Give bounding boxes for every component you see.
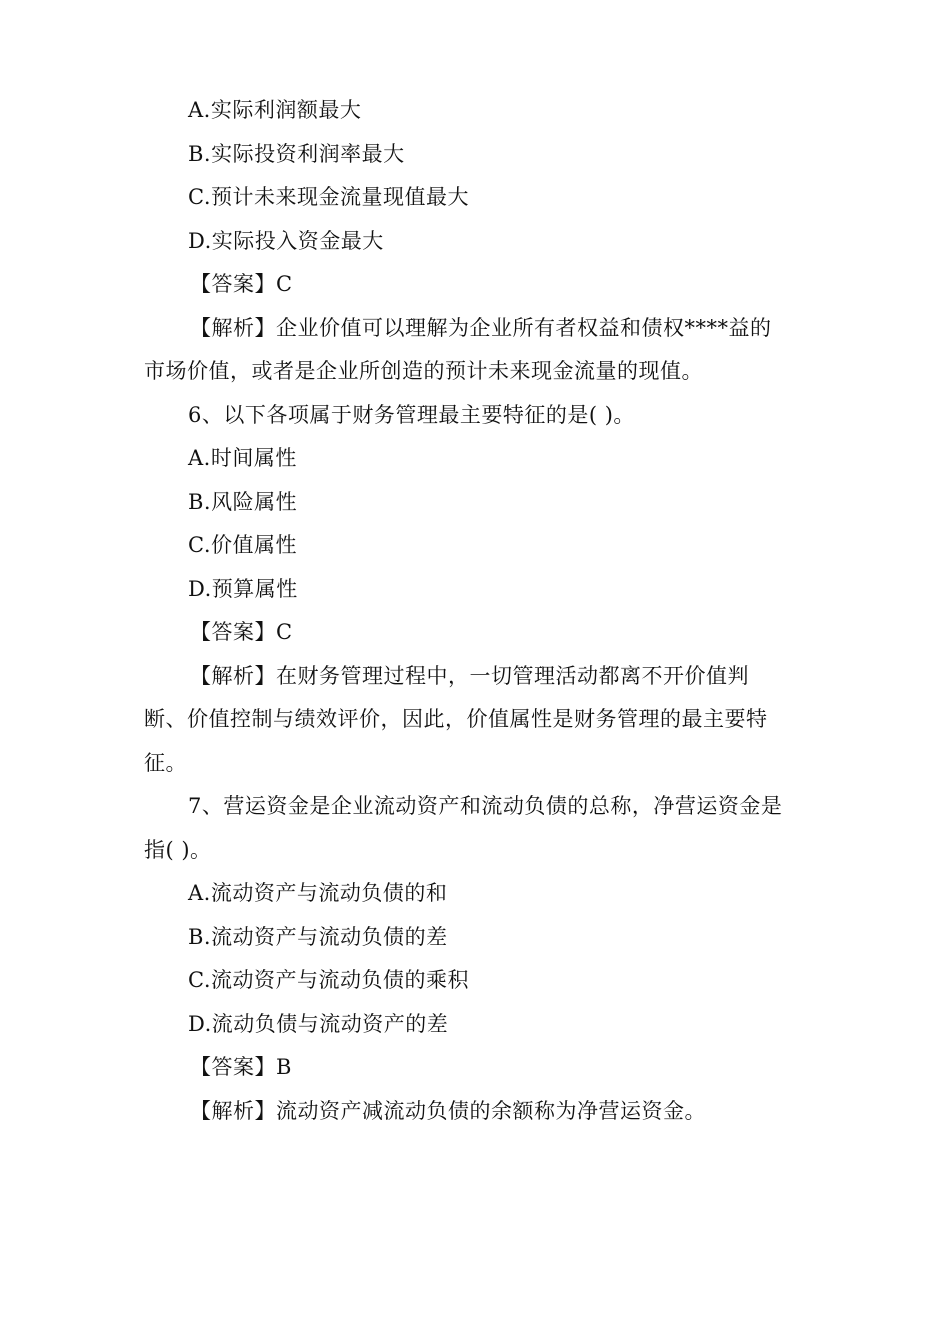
q6-analysis-line2: 断、价值控制与绩效评价，因此，价值属性是财务管理的最主要特 xyxy=(144,707,768,731)
q7-answer: 【答案】B xyxy=(190,1055,292,1079)
q6-answer: 【答案】C xyxy=(190,620,293,644)
q7-question-line1: 7、营运资金是企业流动资产和流动负债的总称，净营运资金是 xyxy=(188,794,783,818)
q5-option-c: C.预计未来现金流量现值最大 xyxy=(188,185,469,209)
q5-option-a: A.实际利润额最大 xyxy=(188,98,362,122)
q5-option-d: D.实际投入资金最大 xyxy=(188,229,384,253)
q7-option-d: D.流动负债与流动资产的差 xyxy=(188,1012,449,1036)
q7-option-c: C.流动资产与流动负债的乘积 xyxy=(188,968,469,992)
q5-analysis-line1: 【解析】企业价值可以理解为企业所有者权益和债权****益的 xyxy=(190,316,772,340)
q7-question-line2: 指( )。 xyxy=(144,838,212,862)
q7-option-a: A.流动资产与流动负债的和 xyxy=(188,881,448,905)
q6-question: 6、以下各项属于财务管理最主要特征的是( )。 xyxy=(188,403,635,427)
q6-analysis-line1: 【解析】在财务管理过程中，一切管理活动都离不开价值判 xyxy=(190,664,749,688)
q5-answer: 【答案】C xyxy=(190,272,293,296)
q6-option-d: D.预算属性 xyxy=(188,577,298,601)
q6-option-b: B.风险属性 xyxy=(188,490,298,514)
q7-option-b: B.流动资产与流动负债的差 xyxy=(188,925,448,949)
q6-analysis-line3: 征。 xyxy=(144,751,187,775)
q6-option-c: C.价值属性 xyxy=(188,533,297,557)
q7-analysis-line1: 【解析】流动资产减流动负债的余额称为净营运资金。 xyxy=(190,1099,706,1123)
q6-option-a: A.时间属性 xyxy=(188,446,297,470)
q5-option-b: B.实际投资利润率最大 xyxy=(188,142,405,166)
q5-analysis-line2: 市场价值，或者是企业所创造的预计未来现金流量的现值。 xyxy=(144,359,703,383)
